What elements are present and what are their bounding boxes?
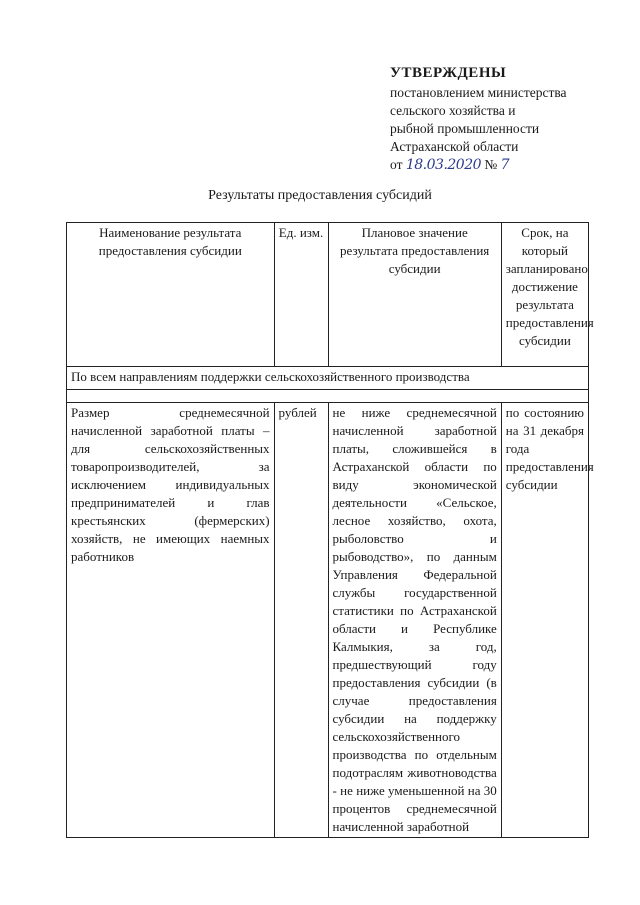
- document-title: Результаты предоставления субсидий: [208, 188, 432, 203]
- approval-date-number: [390, 156, 620, 174]
- approval-line: рыбной промышленности: [390, 121, 540, 136]
- approval-line: постановлением министерства: [390, 85, 567, 100]
- cell-unit: рублей: [274, 403, 328, 838]
- table-row: [67, 403, 589, 838]
- section-label: По всем направлениям поддержки сельскохозяйственного производства: [67, 367, 589, 390]
- header-unit: Ед. изм.: [274, 223, 328, 367]
- header-result-name: Наименование результата предоставления субсидии: [67, 223, 275, 367]
- approval-line: сельского хозяйства и: [390, 103, 516, 118]
- header-deadline: Срок, на который запланировано достижение результата предоставления субсидии: [501, 223, 588, 367]
- spacer-row: [67, 390, 589, 403]
- page-bottom-edge: [0, 882, 640, 905]
- spacer-cell: [67, 390, 589, 403]
- approval-block: [390, 64, 620, 174]
- cell-result-name: Размер среднемесячной начисленной заработной платы – для сельскохозяйственных товаропроизводителей, за исключением индивидуальных предпринимателей и глав крестьянских (фермерских) хозяйств, не имеющих наемных работников: [67, 403, 275, 838]
- number-prefix: №: [484, 157, 498, 172]
- header-planned-value: Плановое значение результата предоставления субсидии: [328, 223, 501, 367]
- approval-line: Астраханской области: [390, 139, 519, 154]
- section-row: [67, 367, 589, 390]
- cell-deadline: по состоянию на 31 декабря года предоставления субсидии: [501, 403, 588, 838]
- cell-planned-value: не ниже среднемесячной начисленной заработной платы, сложившейся в Астраханской области по виду экономической деятельности «Сельское, лесное хозяйство, охота, рыболовство и рыбоводство», по данным Управления Федеральной службы государственной статистики по Астраханской области и Республике Калмыкия, за год, предшествующий году предоставления субсидии (в случае предоставления субсидии на поддержку сельскохозяйственного производства по отдельным подотраслям животноводства - не ниже уменьшенной на 30 процентов среднемесячной начисленной заработной: [328, 403, 501, 838]
- subsidy-results-table: [66, 222, 594, 838]
- handwritten-number: 7: [500, 157, 510, 173]
- handwritten-date: 18.03.2020: [405, 157, 482, 173]
- date-prefix: от: [390, 157, 403, 172]
- approval-title: УТВЕРЖДЕНЫ: [390, 65, 507, 81]
- table-header-row: [67, 223, 589, 367]
